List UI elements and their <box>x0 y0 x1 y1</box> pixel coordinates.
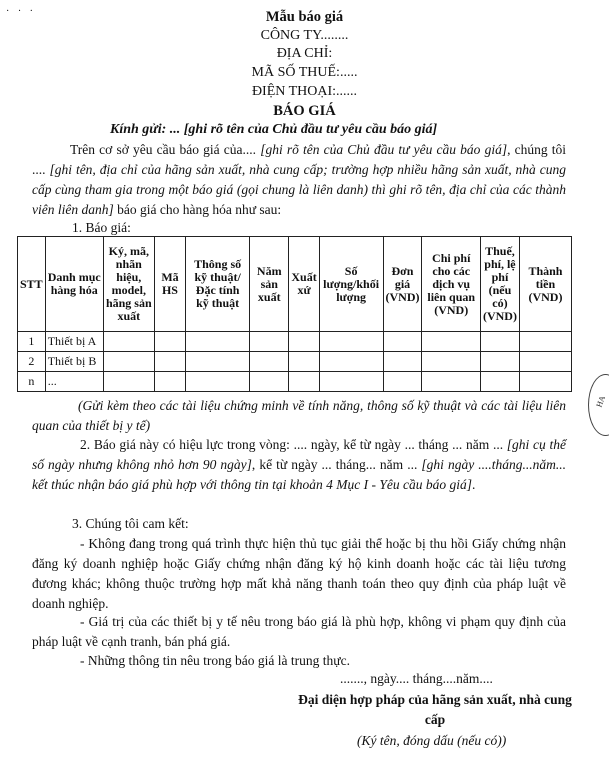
table-row <box>18 372 572 392</box>
table-note: (Gửi kèm theo các tài liệu chứng minh về tính năng, thông số kỹ thuật và các tài liệu liên quan của thiết bị y tế) <box>32 398 566 433</box>
commitment-item: - Giá trị của các thiết bị y tế nêu trong báo giá là phù hợp, không vi phạm quy định của pháp luật về cạnh tranh, bán phá giá. <box>32 614 566 649</box>
form-title: Mẫu báo giá <box>265 9 344 25</box>
table-row <box>18 352 572 372</box>
header-cell: Thành tiền (VND) <box>519 237 571 332</box>
table-header-row <box>18 237 572 332</box>
validity-date-placeholder: [ghi ngày ....tháng...năm... kết thúc nhận báo giá phù hợp với thông tin tại khoản 4 Mục I - Yêu cầu báo giá] <box>32 457 566 492</box>
corner-marks: · · · <box>6 6 36 17</box>
salutation: Kính gửi: ... [ghi rõ tên của Chủ đầu tư yêu cầu báo giá] <box>110 122 438 137</box>
commitment-item: - Không đang trong quá trình thực hiện thủ tục giải thể hoặc bị thu hồi Giấy chứng nhận đăng ký doanh nghiệp hoặc Giấy chứng nhận đăng ký hộ kinh doanh hoặc các tài liệu tương đương khác; không thuộc trường hợp mất khả năng thanh toán theo quy định của pháp luật về doanh nghiệp. <box>32 536 566 611</box>
intro-text: Trên cơ sở yêu cầu báo giá của.... <box>70 142 261 157</box>
commitment-item: - Những thông tin nêu trong báo giá là trung thực. <box>80 653 350 668</box>
validity-text: 2. Báo giá này có hiệu lực trong vòng: .... ngày, kể từ ngày ... tháng ... năm ... <box>80 437 507 452</box>
stamp-mark <box>588 374 609 436</box>
intro-text: , chúng tôi .... <box>32 142 567 177</box>
intro-investor-placeholder: [ghi rõ tên của Chủ đầu tư yêu cầu báo giá] <box>260 142 508 157</box>
item-cell: ... <box>45 372 103 392</box>
header-cell: Thông số kỹ thuật/Đặc tính kỹ thuật <box>186 237 250 332</box>
doc-title: BÁO GIÁ <box>273 103 336 119</box>
header-cell: Xuất xứ <box>289 237 319 332</box>
header-cell: STT <box>18 237 46 332</box>
header-cell: Thuế, phí, lệ phí (nếu có) (VND) <box>480 237 519 332</box>
tax-code-line: MÃ SỐ THUẾ:..... <box>251 65 358 80</box>
table-row <box>18 332 572 352</box>
intro-paragraph <box>32 140 566 220</box>
section2-paragraph <box>32 435 566 495</box>
stt-cell: 1 <box>18 332 46 352</box>
header-cell: Danh mục hàng hóa <box>45 237 103 332</box>
validity-text: . <box>471 477 476 492</box>
stt-cell: n <box>18 372 46 392</box>
intro-supplier-placeholder: [ghi tên, địa chỉ của hãng sản xuất, nhà cung cấp; trường hợp nhiều hãng sản xuất, nhà cung cấp cùng tham gia trong một báo giá (gọi chung là liên danh) thì ghi rõ tên, địa chỉ của các thành viên liên danh] <box>32 162 566 217</box>
header-cell: Mã HS <box>154 237 185 332</box>
item-cell: Thiết bị B <box>45 352 103 372</box>
signature-note: (Ký tên, đóng dấu (nếu có)) <box>357 733 507 748</box>
signature-date: ......., ngày.... tháng....năm.... <box>340 671 493 686</box>
section3-title: 3. Chúng tôi cam kết: <box>72 516 189 531</box>
header-cell: Chi phí cho các dịch vụ liên quan (VND) <box>422 237 480 332</box>
item-cell: Thiết bị A <box>45 332 103 352</box>
validity-days-placeholder: [ghi cụ thể số ngày nhưng không nhỏ hơn 90 ngày] <box>32 437 566 472</box>
header-cell: Số lượng/khối lượng <box>319 237 383 332</box>
phone-line: ĐIỆN THOẠI:...... <box>251 84 358 99</box>
signature-title: Đại diện hợp pháp của hãng sản xuất, nhà cung cấp <box>298 692 572 727</box>
company-line: CÔNG TY........ <box>260 28 349 43</box>
intro-text: báo giá cho hàng hóa như sau: <box>113 202 282 217</box>
header-cell: Đơn giá (VND) <box>383 237 422 332</box>
quote-table <box>17 236 572 392</box>
address-line: ĐỊA CHỈ: <box>276 46 333 61</box>
stt-cell: 2 <box>18 352 46 372</box>
section1-title: 1. Báo giá: <box>72 220 131 235</box>
header-cell: Năm sản xuất <box>250 237 289 332</box>
stamp-text: HA <box>594 394 607 409</box>
validity-text: , kể từ ngày ... tháng... năm ... <box>251 457 422 472</box>
header-cell: Ký, mã, nhãn hiệu, model, hãng sản xuất <box>103 237 154 332</box>
